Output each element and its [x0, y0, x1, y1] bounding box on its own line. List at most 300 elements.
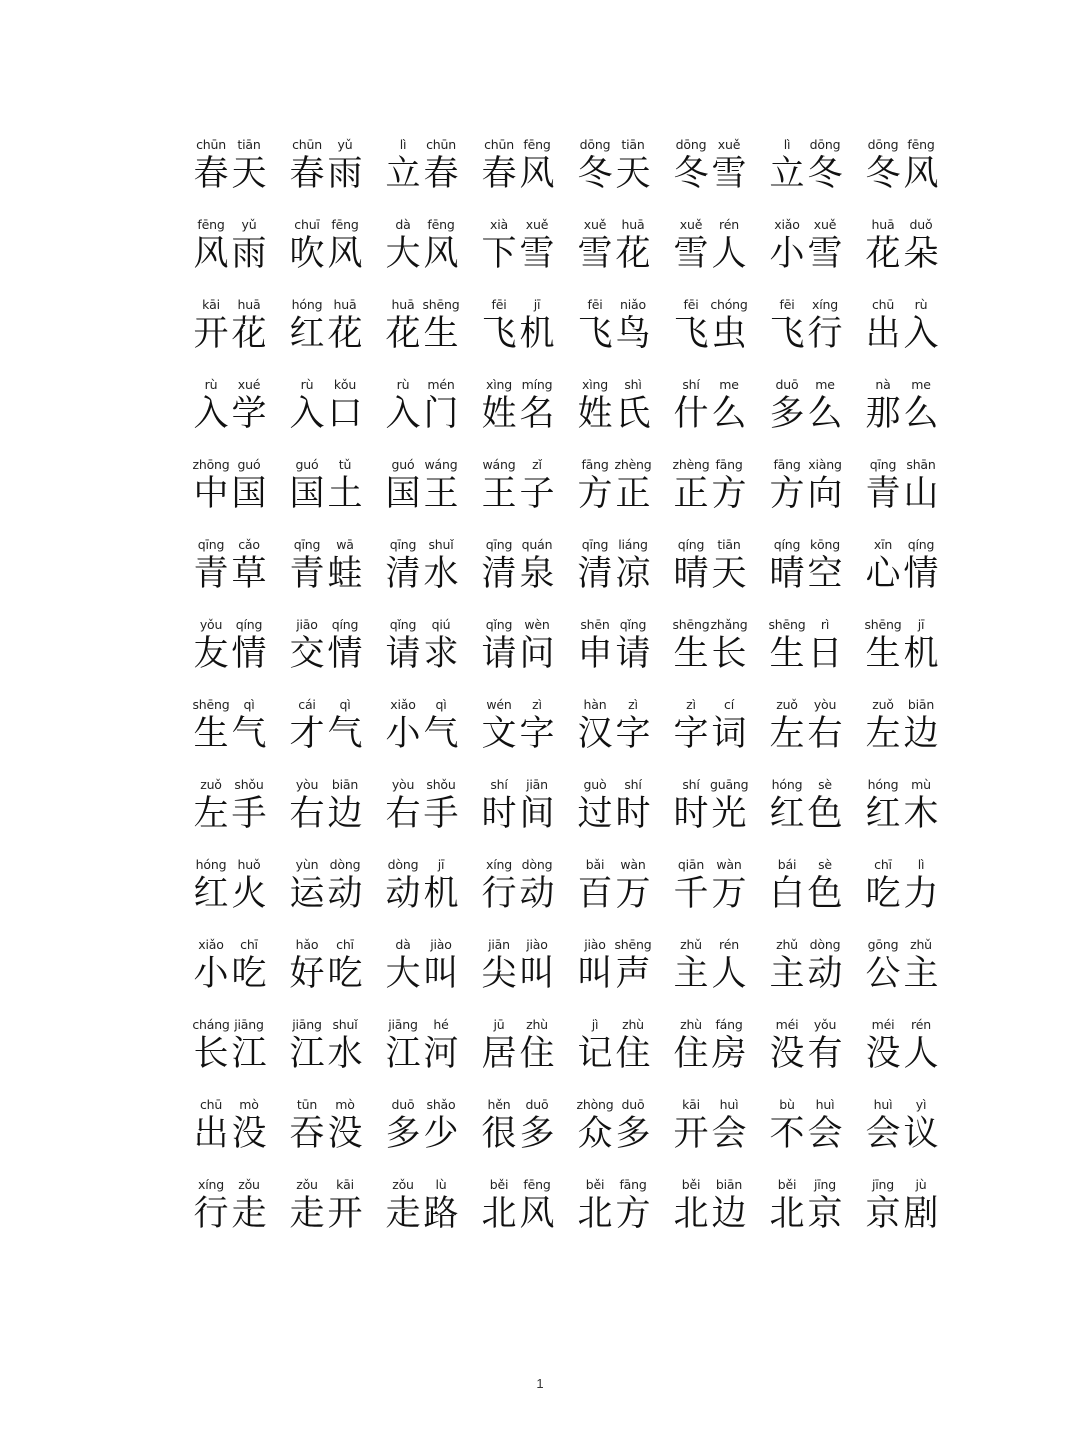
pinyin-syllable: chū [199, 1097, 223, 1112]
pinyin-syllable: rén [719, 937, 739, 952]
hanzi-row [480, 952, 556, 996]
pinyin-syllable: qì [339, 697, 351, 712]
pinyin-row [384, 134, 460, 152]
hanzi-character: 名 [519, 394, 555, 434]
pinyin-row [288, 1094, 364, 1112]
pinyin-row [768, 1094, 844, 1112]
hanzi-character: 氏 [615, 394, 651, 434]
hanzi-row [576, 312, 652, 356]
pinyin-row [384, 934, 460, 952]
hanzi-character: 北 [481, 1194, 517, 1234]
pinyin-syllable: huì [873, 1097, 893, 1112]
hanzi-character: 冬 [673, 154, 709, 194]
hanzi-character: 行 [193, 1194, 229, 1234]
word-cell [672, 214, 768, 294]
pinyin-syllable: jiào [430, 937, 452, 952]
hanzi-row [576, 792, 652, 836]
pinyin-row [768, 614, 844, 632]
pinyin-row [192, 854, 268, 872]
hanzi-character: 动 [385, 874, 421, 914]
pinyin-syllable: běi [777, 1177, 797, 1192]
word-cell [192, 374, 288, 454]
word-cell [576, 1094, 672, 1174]
pinyin-syllable: zuǒ [776, 697, 798, 712]
hanzi-character: 没 [327, 1114, 363, 1154]
word-cell [288, 774, 384, 854]
hanzi-character: 手 [423, 794, 459, 834]
hanzi-character: 江 [231, 1034, 267, 1074]
pinyin-syllable: bù [779, 1097, 795, 1112]
pinyin-syllable: xuě [525, 217, 549, 232]
word-cell [192, 214, 288, 294]
pinyin-syllable: xìng [582, 377, 608, 392]
pinyin-syllable: guó [237, 457, 261, 472]
pinyin-syllable: qǐng [389, 617, 417, 632]
hanzi-row [192, 872, 268, 916]
word-cell [576, 614, 672, 694]
pinyin-syllable: méi [871, 1017, 895, 1032]
hanzi-character: 河 [423, 1034, 459, 1074]
hanzi-character: 请 [615, 634, 651, 674]
hanzi-row [768, 232, 844, 276]
word-cell [192, 1094, 288, 1174]
pinyin-row [288, 534, 364, 552]
hanzi-character: 方 [577, 474, 613, 514]
hanzi-character: 机 [903, 634, 939, 674]
word-cell [576, 294, 672, 374]
hanzi-character: 人 [903, 1034, 939, 1074]
pinyin-syllable: duō [391, 1097, 415, 1112]
hanzi-character: 行 [481, 874, 517, 914]
hanzi-character: 没 [865, 1034, 901, 1074]
hanzi-character: 红 [865, 794, 901, 834]
pinyin-syllable: mò [335, 1097, 355, 1112]
pinyin-syllable: tǔ [338, 457, 352, 472]
hanzi-row [864, 1192, 940, 1236]
pinyin-syllable: fēng [907, 137, 935, 152]
hanzi-character: 春 [481, 154, 517, 194]
hanzi-character: 入 [193, 394, 229, 434]
pinyin-row [576, 214, 652, 232]
hanzi-character: 吃 [865, 874, 901, 914]
hanzi-row [864, 472, 940, 516]
hanzi-character: 公 [865, 954, 901, 994]
pinyin-syllable: jīng [871, 1177, 894, 1192]
hanzi-character: 运 [289, 874, 325, 914]
word-cell [768, 214, 864, 294]
hanzi-row [384, 632, 460, 676]
word-cell [672, 854, 768, 934]
hanzi-character: 走 [289, 1194, 325, 1234]
pinyin-syllable: dòng [387, 857, 419, 872]
hanzi-character: 姓 [481, 394, 517, 434]
hanzi-character: 万 [711, 874, 747, 914]
hanzi-character: 风 [423, 234, 459, 274]
word-cell [768, 1094, 864, 1174]
hanzi-row [480, 712, 556, 756]
pinyin-syllable: zuǒ [872, 697, 894, 712]
hanzi-character: 风 [327, 234, 363, 274]
hanzi-character: 尖 [481, 954, 517, 994]
hanzi-character: 住 [615, 1034, 651, 1074]
word-cell [768, 374, 864, 454]
word-cell [768, 934, 864, 1014]
hanzi-character: 右 [289, 794, 325, 834]
hanzi-row [288, 952, 364, 996]
hanzi-character: 清 [481, 554, 517, 594]
pinyin-row [384, 534, 460, 552]
pinyin-row [384, 1174, 460, 1192]
hanzi-character: 左 [865, 714, 901, 754]
word-cell [288, 134, 384, 214]
pinyin-row [768, 774, 844, 792]
pinyin-row [864, 854, 940, 872]
word-cell [384, 934, 480, 1014]
pinyin-syllable: hàn [583, 697, 607, 712]
word-cell [864, 534, 960, 614]
hanzi-character: 木 [903, 794, 939, 834]
hanzi-character: 红 [289, 314, 325, 354]
pinyin-syllable: qíng [907, 537, 935, 552]
pinyin-syllable: yǒu [813, 1017, 837, 1032]
pinyin-syllable: dōng [675, 137, 707, 152]
pinyin-row [288, 374, 364, 392]
hanzi-character: 求 [423, 634, 459, 674]
word-cell [672, 1174, 768, 1254]
hanzi-row [288, 312, 364, 356]
pinyin-syllable: jiān [526, 777, 548, 792]
pinyin-syllable: fāng [773, 457, 801, 472]
hanzi-character: 北 [769, 1194, 805, 1234]
hanzi-row [768, 392, 844, 436]
pinyin-syllable: rù [396, 377, 410, 392]
word-cell [192, 614, 288, 694]
pinyin-syllable: fēng [427, 217, 455, 232]
pinyin-syllable: zhǔ [910, 937, 932, 952]
pinyin-syllable: yòu [295, 777, 319, 792]
hanzi-character: 雪 [519, 234, 555, 274]
word-cell [864, 694, 960, 774]
hanzi-character: 天 [615, 154, 651, 194]
hanzi-character: 雨 [327, 154, 363, 194]
word-cell [576, 1014, 672, 1094]
pinyin-row [576, 1174, 652, 1192]
word-cell [384, 294, 480, 374]
hanzi-row [192, 472, 268, 516]
pinyin-syllable: qì [435, 697, 447, 712]
pinyin-syllable: shēn [580, 617, 610, 632]
pinyin-syllable: duō [775, 377, 799, 392]
hanzi-character: 有 [807, 1034, 843, 1074]
hanzi-character: 飞 [673, 314, 709, 354]
pinyin-syllable: sè [818, 777, 832, 792]
hanzi-character: 不 [769, 1114, 805, 1154]
hanzi-row [384, 1192, 460, 1236]
pinyin-syllable: shí [624, 777, 642, 792]
word-cell [480, 134, 576, 214]
hanzi-row [768, 552, 844, 596]
pinyin-row [192, 294, 268, 312]
hanzi-row [672, 392, 748, 436]
pinyin-syllable: dòng [809, 937, 841, 952]
hanzi-character: 天 [711, 554, 747, 594]
hanzi-character: 下 [481, 234, 517, 274]
hanzi-character: 生 [865, 634, 901, 674]
pinyin-syllable: zuǒ [200, 777, 222, 792]
hanzi-row [480, 552, 556, 596]
pinyin-syllable: shǎo [426, 1097, 456, 1112]
word-cell [672, 374, 768, 454]
pinyin-syllable: shēng [614, 937, 652, 952]
pinyin-row [192, 1174, 268, 1192]
hanzi-character: 姓 [577, 394, 613, 434]
pinyin-syllable: dōng [579, 137, 611, 152]
hanzi-row [768, 952, 844, 996]
hanzi-character: 京 [865, 1194, 901, 1234]
pinyin-syllable: fēi [587, 297, 603, 312]
hanzi-character: 晴 [769, 554, 805, 594]
pinyin-row [576, 534, 652, 552]
hanzi-character: 没 [769, 1034, 805, 1074]
hanzi-row [576, 1112, 652, 1156]
hanzi-character: 字 [615, 714, 651, 754]
pinyin-syllable: mù [911, 777, 931, 792]
pinyin-row [672, 1094, 748, 1112]
hanzi-character: 左 [769, 714, 805, 754]
pinyin-row [768, 294, 844, 312]
pinyin-row [192, 694, 268, 712]
pinyin-row [192, 374, 268, 392]
hanzi-row [384, 1112, 460, 1156]
pinyin-syllable: cái [298, 697, 316, 712]
pinyin-syllable: xíng [812, 297, 838, 312]
hanzi-row [288, 872, 364, 916]
pinyin-syllable: xuě [679, 217, 703, 232]
pinyin-syllable: méi [775, 1017, 799, 1032]
pinyin-syllable: yùn [295, 857, 319, 872]
hanzi-character: 虫 [711, 314, 747, 354]
hanzi-character: 左 [193, 794, 229, 834]
pinyin-syllable: zhòng [576, 1097, 614, 1112]
pinyin-syllable: liáng [618, 537, 648, 552]
hanzi-character: 青 [865, 474, 901, 514]
hanzi-row [672, 952, 748, 996]
pinyin-syllable: mò [239, 1097, 259, 1112]
hanzi-character: 吹 [289, 234, 325, 274]
hanzi-row [768, 152, 844, 196]
word-cell [480, 1174, 576, 1254]
pinyin-syllable: fēng [523, 137, 551, 152]
hanzi-character: 边 [903, 714, 939, 754]
hanzi-character: 动 [807, 954, 843, 994]
hanzi-character: 那 [865, 394, 901, 434]
pinyin-syllable: xíng [486, 857, 512, 872]
pinyin-syllable: běi [585, 1177, 605, 1192]
word-cell [672, 774, 768, 854]
pinyin-row [192, 614, 268, 632]
hanzi-row [768, 472, 844, 516]
hanzi-row [864, 872, 940, 916]
pinyin-syllable: huā [237, 297, 261, 312]
pinyin-syllable: fēng [331, 217, 359, 232]
pinyin-syllable: qīng [293, 537, 321, 552]
pinyin-syllable: rén [911, 1017, 931, 1032]
pinyin-row [384, 454, 460, 472]
hanzi-row [288, 792, 364, 836]
hanzi-row [480, 1112, 556, 1156]
pinyin-syllable: huā [391, 297, 415, 312]
pinyin-syllable: bái [777, 857, 797, 872]
hanzi-character: 花 [327, 314, 363, 354]
pinyin-row [480, 214, 556, 232]
pinyin-syllable: zhèng [614, 457, 652, 472]
hanzi-character: 叫 [423, 954, 459, 994]
pinyin-syllable: chūn [426, 137, 456, 152]
hanzi-character: 长 [193, 1034, 229, 1074]
word-cell [384, 454, 480, 534]
hanzi-row [576, 472, 652, 516]
pinyin-syllable: fēng [197, 217, 225, 232]
word-cell [768, 1014, 864, 1094]
hanzi-character: 日 [807, 634, 843, 674]
pinyin-row [480, 694, 556, 712]
hanzi-character: 没 [231, 1114, 267, 1154]
hanzi-character: 红 [769, 794, 805, 834]
hanzi-row [672, 632, 748, 676]
pinyin-syllable: dòng [521, 857, 553, 872]
hanzi-character: 风 [519, 1194, 555, 1234]
word-cell [288, 1174, 384, 1254]
hanzi-row [768, 872, 844, 916]
pinyin-syllable: duō [525, 1097, 549, 1112]
word-cell [576, 1174, 672, 1254]
pinyin-syllable: wén [486, 697, 512, 712]
word-cell [288, 534, 384, 614]
word-cell [864, 614, 960, 694]
pinyin-row [576, 374, 652, 392]
word-cell [288, 1014, 384, 1094]
hanzi-row [768, 792, 844, 836]
pinyin-row [864, 694, 940, 712]
pinyin-syllable: fēi [683, 297, 699, 312]
page-number: 1 [536, 1376, 544, 1391]
hanzi-row [480, 792, 556, 836]
pinyin-syllable: rù [300, 377, 314, 392]
hanzi-row [576, 712, 652, 756]
hanzi-character: 万 [615, 874, 651, 914]
hanzi-character: 中 [193, 474, 229, 514]
pinyin-syllable: lì [783, 137, 791, 152]
hanzi-character: 多 [769, 394, 805, 434]
hanzi-character: 叫 [577, 954, 613, 994]
hanzi-character: 方 [769, 474, 805, 514]
pinyin-row [768, 454, 844, 472]
pinyin-syllable: qīng [869, 457, 897, 472]
word-cell [192, 694, 288, 774]
pinyin-syllable: wàn [716, 857, 742, 872]
hanzi-row [384, 312, 460, 356]
hanzi-character: 吞 [289, 1114, 325, 1154]
hanzi-character: 问 [519, 634, 555, 674]
hanzi-row [672, 152, 748, 196]
hanzi-character: 人 [711, 954, 747, 994]
hanzi-character: 国 [385, 474, 421, 514]
word-cell [384, 1174, 480, 1254]
hanzi-row [384, 392, 460, 436]
hanzi-row [192, 1032, 268, 1076]
hanzi-character: 气 [327, 714, 363, 754]
hanzi-character: 雨 [231, 234, 267, 274]
hanzi-character: 住 [519, 1034, 555, 1074]
pinyin-syllable: zhǔ [776, 937, 798, 952]
pinyin-syllable: xiàng [808, 457, 842, 472]
hanzi-character: 春 [289, 154, 325, 194]
hanzi-character: 汉 [577, 714, 613, 754]
pinyin-syllable: chū [871, 297, 895, 312]
hanzi-character: 时 [615, 794, 651, 834]
pinyin-row [192, 774, 268, 792]
pinyin-row [768, 1174, 844, 1192]
pinyin-syllable: wáng [424, 457, 458, 472]
pinyin-syllable: běi [681, 1177, 701, 1192]
hanzi-character: 京 [807, 1194, 843, 1234]
hanzi-character: 生 [423, 314, 459, 354]
pinyin-row [864, 134, 940, 152]
hanzi-row [384, 472, 460, 516]
word-cell [576, 854, 672, 934]
hanzi-character: 春 [423, 154, 459, 194]
hanzi-character: 吃 [327, 954, 363, 994]
pinyin-syllable: zǒu [296, 1177, 318, 1192]
hanzi-character: 生 [769, 634, 805, 674]
pinyin-syllable: duō [621, 1097, 645, 1112]
word-cell [672, 534, 768, 614]
pinyin-syllable: zhù [680, 1017, 702, 1032]
hanzi-character: 吃 [231, 954, 267, 994]
hanzi-character: 风 [903, 154, 939, 194]
hanzi-row [864, 232, 940, 276]
hanzi-row [384, 1032, 460, 1076]
hanzi-row [864, 152, 940, 196]
word-cell [768, 614, 864, 694]
hanzi-character: 冬 [577, 154, 613, 194]
hanzi-character: 心 [865, 554, 901, 594]
pinyin-row [864, 214, 940, 232]
hanzi-character: 立 [769, 154, 805, 194]
pinyin-syllable: dōng [809, 137, 841, 152]
pinyin-row [288, 1014, 364, 1032]
hanzi-row [192, 552, 268, 596]
pinyin-syllable: zǒu [392, 1177, 414, 1192]
pinyin-row [480, 534, 556, 552]
hanzi-character: 请 [481, 634, 517, 674]
pinyin-syllable: xià [490, 217, 508, 232]
hanzi-character: 国 [289, 474, 325, 514]
pinyin-syllable: qīng [197, 537, 225, 552]
word-cell [288, 214, 384, 294]
word-cell [192, 1014, 288, 1094]
hanzi-row [672, 232, 748, 276]
pinyin-syllable: xuě [583, 217, 607, 232]
hanzi-character: 土 [327, 474, 363, 514]
pinyin-row [672, 614, 748, 632]
hanzi-character: 好 [289, 954, 325, 994]
word-cell [480, 614, 576, 694]
pinyin-syllable: xiǎo [774, 217, 800, 232]
word-cell [288, 294, 384, 374]
hanzi-character: 春 [193, 154, 229, 194]
hanzi-character: 字 [673, 714, 709, 754]
